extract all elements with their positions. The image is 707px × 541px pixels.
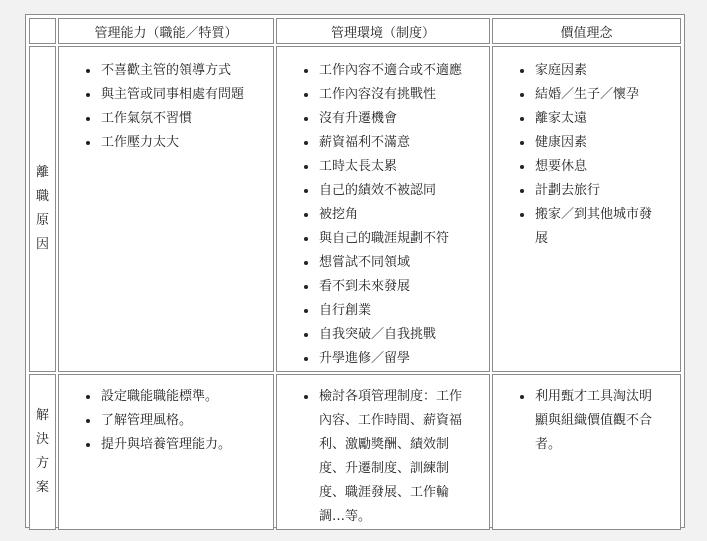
row-label-char: 方 xyxy=(35,456,49,471)
list-item: 檢討各項管理制度：工作內容、工作時間、薪資福利、激勵獎酬、績效制度、升遷制度、訓練制度、職涯發展、工作輪調…等。 xyxy=(319,385,463,529)
row-label-char: 解 xyxy=(35,408,49,423)
list-item: 自己的績效不被認同 xyxy=(319,179,489,203)
list-item: 不喜歡主管的領導方式 xyxy=(101,59,273,83)
reasons-values-cell xyxy=(492,46,681,372)
list-item: 工時太長太累 xyxy=(319,155,489,179)
list-item: 結婚／生子／懷孕 xyxy=(535,83,662,107)
solutions-ability-list xyxy=(59,375,273,457)
reasons-environment-list xyxy=(277,47,489,371)
list-item: 工作壓力太大 xyxy=(101,131,273,155)
solutions-ability-cell xyxy=(58,374,274,530)
list-item: 工作內容不適合或不適應 xyxy=(319,59,489,83)
header-management-ability: 管理能力（職能／特質） xyxy=(58,18,274,44)
solutions-values-list xyxy=(493,375,680,457)
row-label-solutions xyxy=(29,374,56,530)
list-item: 健康因素 xyxy=(535,131,662,155)
row-label-char: 離 xyxy=(35,165,49,180)
list-item: 利用甄才工具淘汰明顯與組織價值觀不合者。 xyxy=(535,385,664,457)
row-label-char: 案 xyxy=(35,480,49,495)
reasons-ability-cell xyxy=(58,46,274,372)
row-label-char: 決 xyxy=(35,432,49,447)
list-item: 與自己的職涯規劃不符 xyxy=(319,227,489,251)
list-item: 了解管理風格。 xyxy=(101,409,273,433)
solutions-environment-list xyxy=(277,375,489,529)
list-item: 搬家／到其他城市發展 xyxy=(535,203,662,251)
list-item: 工作氣氛不習慣 xyxy=(101,107,273,131)
list-item: 想嘗試不同領域 xyxy=(319,251,489,275)
row-label-reasons xyxy=(29,46,56,372)
row-solutions xyxy=(29,374,681,530)
list-item: 設定職能職能標準。 xyxy=(101,385,273,409)
list-item: 自我突破／自我挑戰 xyxy=(319,323,489,347)
solutions-environment-cell xyxy=(276,374,490,530)
list-item: 薪資福利不滿意 xyxy=(319,131,489,155)
row-label-char: 原 xyxy=(35,213,49,228)
header-management-environment: 管理環境（制度） xyxy=(276,18,490,44)
list-item: 工作內容沒有挑戰性 xyxy=(319,83,489,107)
list-item: 計劃去旅行 xyxy=(535,179,662,203)
comparison-table-frame xyxy=(25,14,685,528)
list-item: 被挖角 xyxy=(319,203,489,227)
reasons-ability-list xyxy=(59,47,273,155)
list-item: 提升與培養管理能力。 xyxy=(101,433,273,457)
list-item: 看不到未來發展 xyxy=(319,275,489,299)
list-item: 家庭因素 xyxy=(535,59,662,83)
solutions-values-cell xyxy=(492,374,681,530)
list-item: 升學進修／留學 xyxy=(319,347,489,371)
reasons-values-list xyxy=(493,47,680,251)
header-values: 價值理念 xyxy=(492,18,681,44)
list-item: 離家太遠 xyxy=(535,107,662,131)
list-item: 沒有升遷機會 xyxy=(319,107,489,131)
resignation-analysis-table xyxy=(27,16,683,532)
row-label-char: 職 xyxy=(35,189,49,204)
reasons-environment-cell xyxy=(276,46,490,372)
row-resignation-reasons xyxy=(29,46,681,372)
list-item: 想要休息 xyxy=(535,155,662,179)
header-corner xyxy=(29,18,56,44)
list-item: 與主管或同事相處有問題 xyxy=(101,83,273,107)
row-label-char: 因 xyxy=(35,237,49,252)
header-row xyxy=(29,18,681,44)
list-item: 自行創業 xyxy=(319,299,489,323)
